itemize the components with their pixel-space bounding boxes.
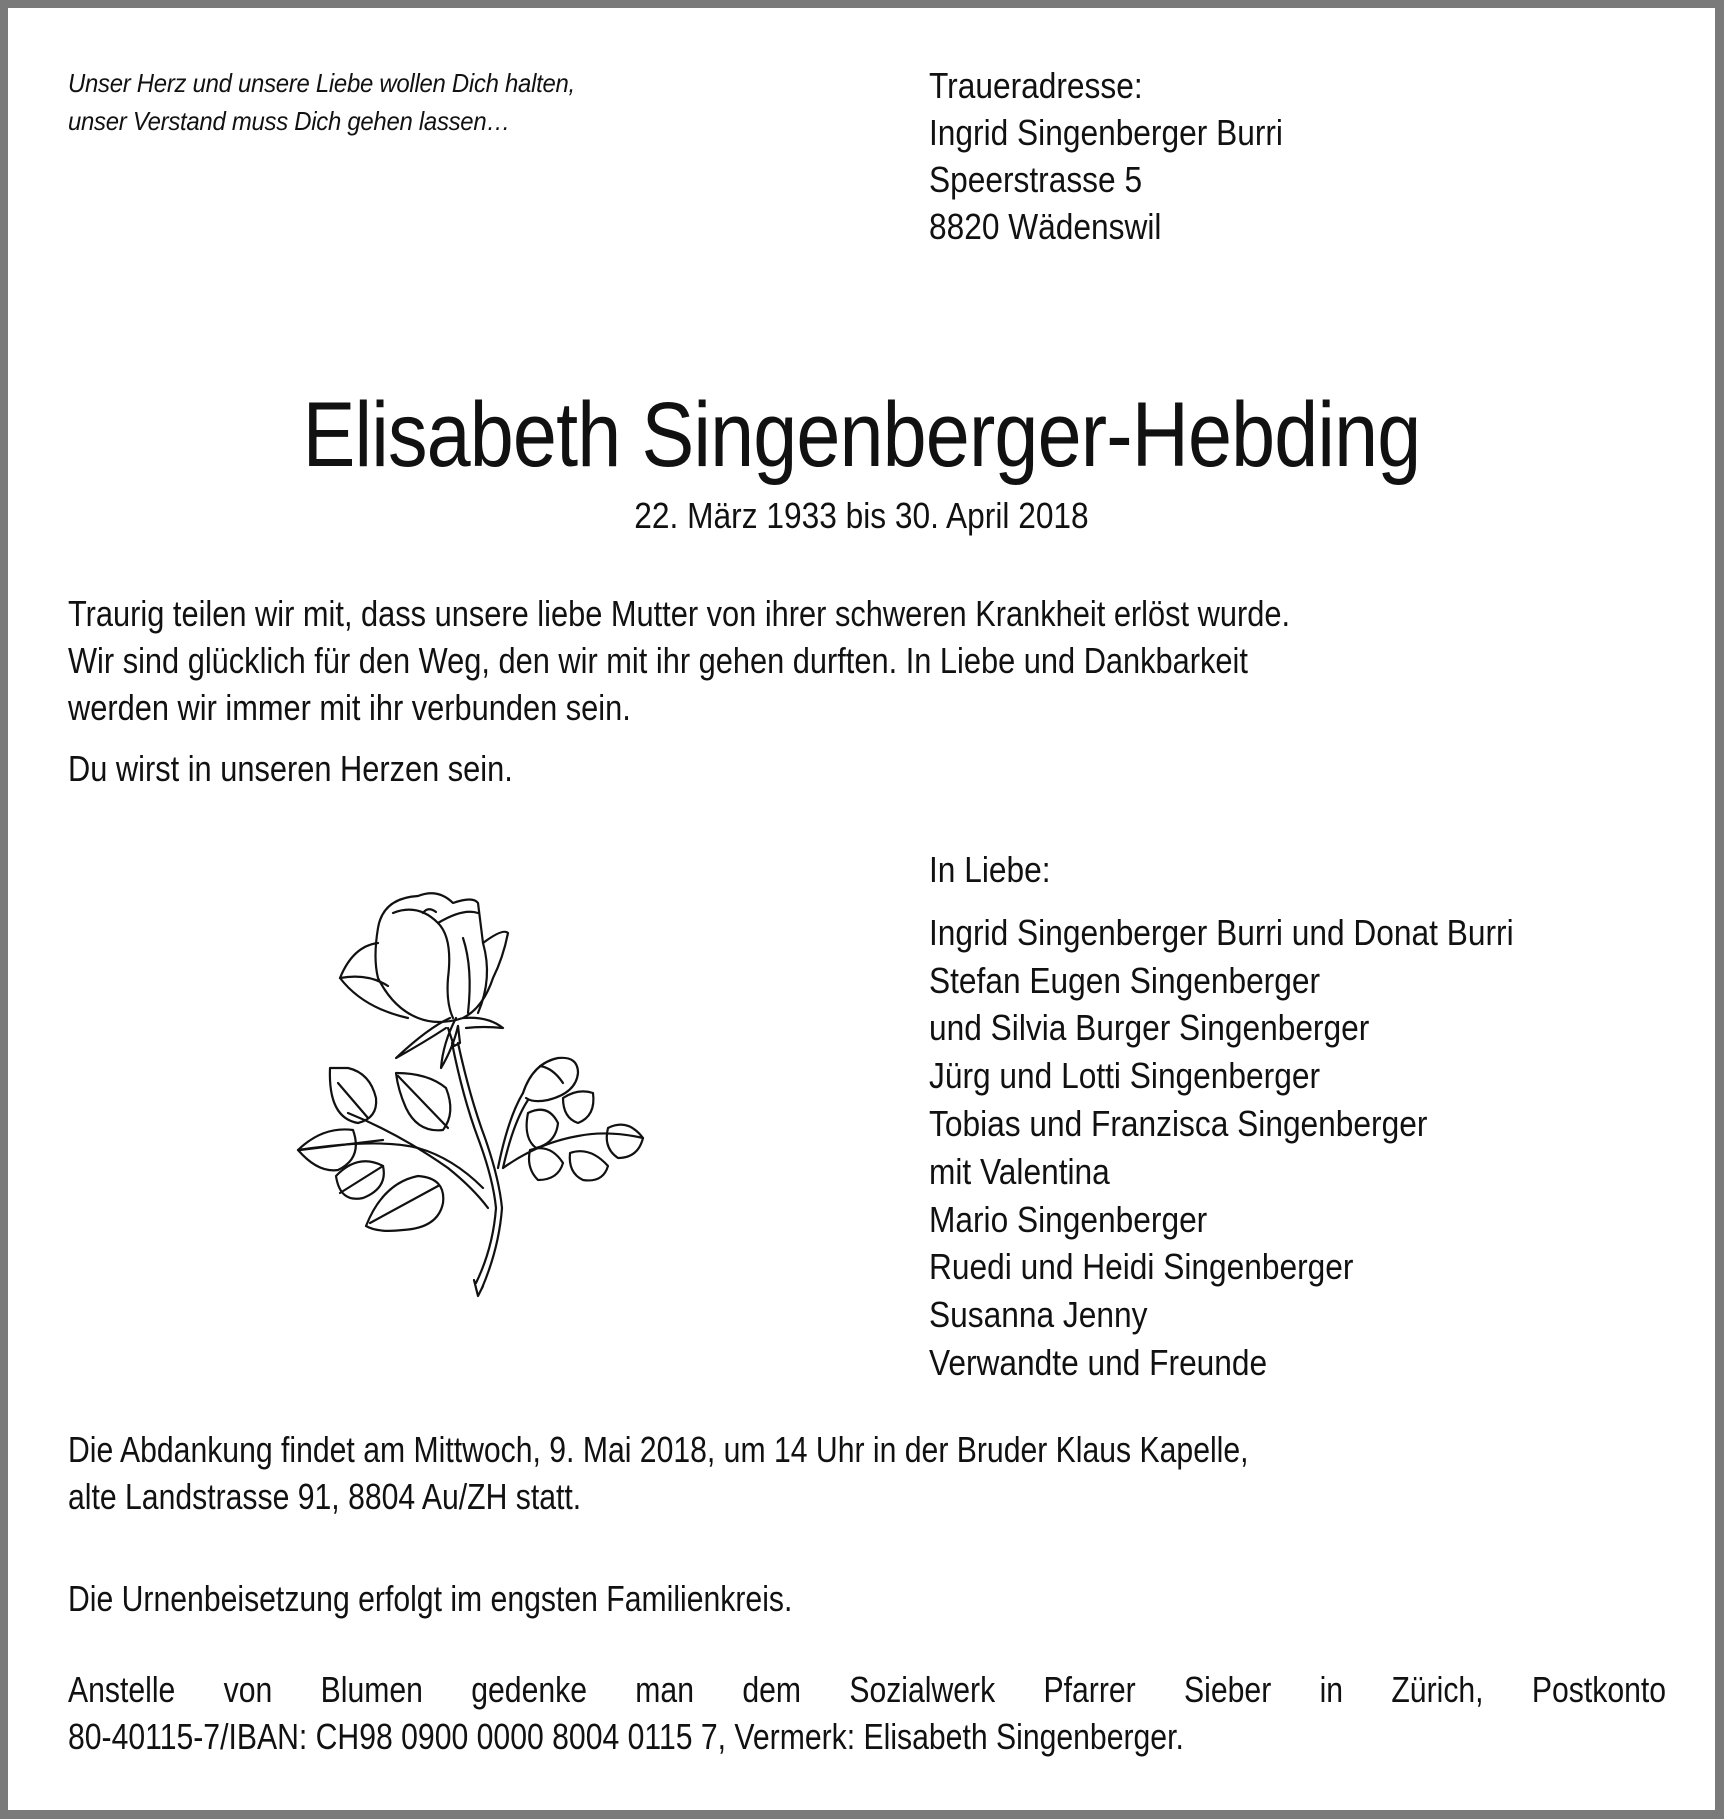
mourner-name: Ruedi und Heidi Singenberger bbox=[929, 1246, 1354, 1288]
mourner-name: Susanna Jenny bbox=[929, 1294, 1148, 1336]
mourner-name: Verwandte und Freunde bbox=[929, 1341, 1268, 1383]
memorial-quote bbox=[68, 64, 575, 140]
mourner-name: Stefan Eugen Singenberger bbox=[929, 959, 1321, 1001]
funeral-line: Die Abdankung findet am Mittwoch, 9. Mai 2018, um 14 Uhr in der Bruder Klaus Kapelle, bbox=[68, 1429, 1249, 1470]
mourner-name: Jürg und Lotti Singenberger bbox=[929, 1055, 1320, 1097]
quote-line: Unser Herz und unsere Liebe wollen Dich halten, bbox=[68, 68, 575, 98]
quote-line: unser Verstand muss Dich gehen lassen… bbox=[68, 106, 511, 136]
mourner-name: Mario Singenberger bbox=[929, 1198, 1208, 1240]
announcement-paragraph bbox=[68, 590, 1641, 731]
donation-line: Anstelle von Blumen gedenke man dem Sozialwerk Pfarrer Sieber in Zürich, Postkonto bbox=[68, 1669, 1667, 1710]
announcement-closing: Du wirst in unseren Herzen sein. bbox=[68, 748, 513, 789]
address-label: Traueradresse: bbox=[929, 65, 1143, 106]
address-name: Ingrid Singenberger Burri bbox=[929, 112, 1283, 153]
announcement-line: Traurig teilen wir mit, dass unsere liebe Mutter von ihrer schweren Krankheit erlöst wurde. bbox=[68, 593, 1291, 634]
mourner-name: mit Valentina bbox=[929, 1150, 1110, 1192]
address-street: Speerstrasse 5 bbox=[929, 159, 1143, 200]
mourners-list bbox=[929, 846, 1514, 1387]
mourning-address bbox=[929, 62, 1283, 250]
funeral-line: alte Landstrasse 91, 8804 Au/ZH statt. bbox=[68, 1476, 582, 1517]
donation-note bbox=[68, 1666, 1667, 1760]
obituary-page bbox=[8, 8, 1715, 1810]
funeral-details bbox=[68, 1426, 1627, 1520]
address-city: 8820 Wädenswil bbox=[929, 206, 1162, 247]
announcement-line: Wir sind glücklich für den Weg, den wir mit ihr gehen durften. In Liebe und Dankbarkeit bbox=[68, 640, 1248, 681]
announcement-line: werden wir immer mit ihr verbunden sein. bbox=[68, 687, 631, 728]
donation-line: 80-40115-7/IBAN: CH98 0900 0000 8004 0115 7, Vermerk: Elisabeth Singenberger. bbox=[68, 1716, 1184, 1757]
deceased-name: Elisabeth Singenberger-Hebding bbox=[302, 384, 1421, 486]
mourner-name: Tobias und Franzisca Singenberger bbox=[929, 1102, 1428, 1144]
mourner-name: Ingrid Singenberger Burri und Donat Burri bbox=[929, 911, 1514, 953]
rose-icon bbox=[278, 868, 658, 1308]
urn-burial-note: Die Urnenbeisetzung erfolgt im engsten Familienkreis. bbox=[68, 1578, 793, 1619]
announcement-text bbox=[68, 590, 1641, 792]
mourners-label: In Liebe: bbox=[929, 849, 1051, 890]
life-dates: 22. März 1933 bis 30. April 2018 bbox=[634, 495, 1089, 536]
mourner-name: und Silvia Burger Singenberger bbox=[929, 1007, 1370, 1049]
